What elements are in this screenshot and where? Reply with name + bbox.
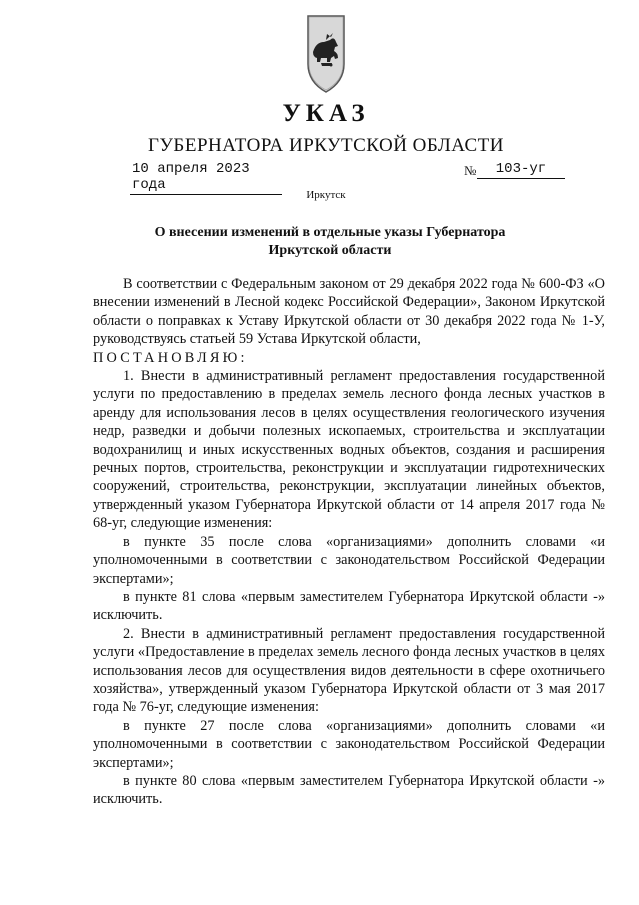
document-date: 10 апреля 2023 года <box>130 161 282 195</box>
document-body <box>93 275 605 809</box>
item-paragraph-1: 1. Внести в административный регламент предоставления государственной услуги по предоставлению в пределах земель лесного фонда лесных участков в аренду для использования лесов в целях осуществления геологического изучения недр, разведки и добычи полезных ископаемых, строительства и эксплуатации водохранилищ и иных искусственных водных объектов, создания и расширения речных портов, строительства, реконструкции и эксплуатации гидротехнических сооружений, строительства, реконструкции, эксплуатации линейных объектов, утвержденный указом Губернатора Иркутской области от 14 апреля 2017 года № 68-уг, следующие изменения: <box>93 368 605 532</box>
item-subparagraph: в пункте 27 после слова «организациями» дополнить словами «и уполномоченными в соответствии с законодательством Российской Федерации экспертами»; <box>93 717 605 771</box>
preamble-paragraph: В соответствии с Федеральным законом от 29 декабря 2022 года № 600-ФЗ «О внесении изменений в Лесной кодекс Российской Федерации», Законом Иркутской области о поправках к Уставу Иркутской области от 30 декабря 2022 года № 1-У, руководствуясь статьей 59 Устава Иркутской области, <box>93 276 605 348</box>
document-number: 103-уг <box>477 161 565 179</box>
irkutsk-coat-of-arms-icon <box>300 12 352 94</box>
document-heading: О внесении изменений в отдельные указы Губернатора Иркутской области <box>154 225 506 258</box>
number-sign: № <box>464 163 477 178</box>
item-subparagraph: в пункте 35 после слова «организациями» дополнить словами «и уполномоченными в соответствии с законодательством Российской Федерации экспертами»; <box>93 533 605 587</box>
document-subtitle: ГУБЕРНАТОРА ИРКУТСКОЙ ОБЛАСТИ <box>148 135 504 156</box>
resolve-word: ПОСТАНОВЛЯЮ: <box>93 349 248 366</box>
item-subparagraph: в пункте 81 слова «первым заместителем Губернатора Иркутской области -» исключить. <box>93 588 605 624</box>
document-city: Иркутск <box>306 189 346 201</box>
item-paragraph-2: 2. Внести в административный регламент предоставления государственной услуги «Предоставление в пределах земель лесного фонда лесных участков в целях использования лесов для осуществления видов деятельности в сфере охотничьего хозяйства», утвержденный указом Губернатора Иркутской области от 3 мая 2017 года № 76-уг, следующие изменения: <box>93 625 605 716</box>
document-title: УКАЗ <box>282 100 370 127</box>
item-subparagraph: в пункте 80 слова «первым заместителем Губернатора Иркутской области -» исключить. <box>93 772 605 808</box>
